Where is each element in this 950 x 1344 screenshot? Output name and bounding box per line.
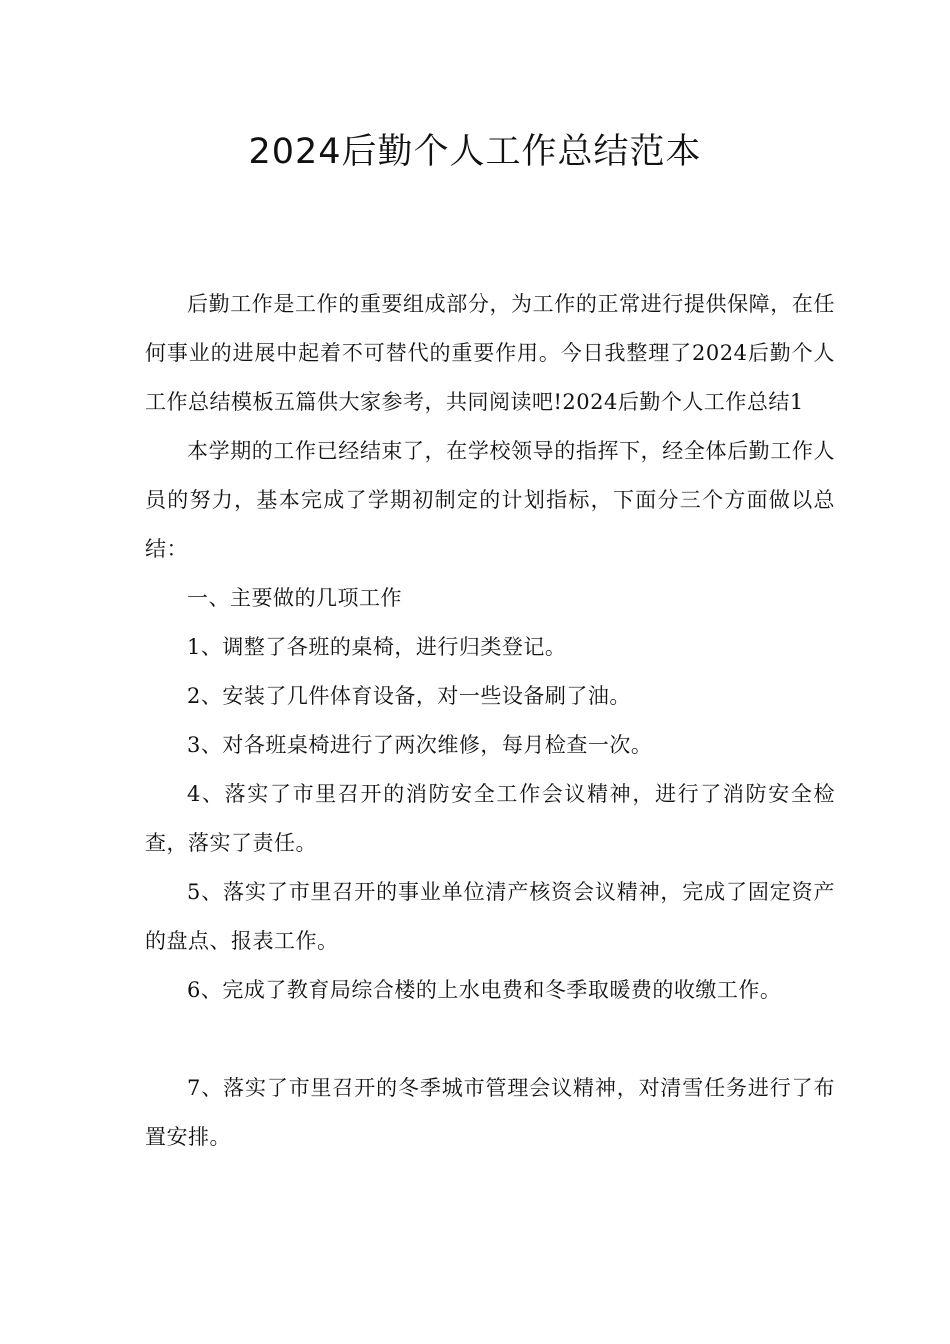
list-item-5: 5、落实了市里召开的事业单位清产核资会议精神，完成了固定资产的盘点、报表工作。 <box>145 880 835 953</box>
list-item-6: 6、完成了教育局综合楼的上水电费和冬季取暖费的收缴工作。 <box>187 978 782 1002</box>
list-item-4: 4、落实了市里召开的消防安全工作会议精神，进行了消防安全检查，落实了责任。 <box>145 782 835 855</box>
paragraph-intro: 后勤工作是工作的重要组成部分，为工作的正常进行提供保障，在任何事业的进展中起着不可替代的重要作用。今日我整理了2024后勤个人工作总结模板五篇供大家参考，共同阅读吧!2024后勤个人工作总结1 <box>145 292 835 414</box>
document-body <box>145 280 835 1162</box>
section-heading-main-work: 一、主要做的几项工作 <box>187 586 402 610</box>
list-item-3: 3、对各班桌椅进行了两次维修，每月检查一次。 <box>187 733 653 757</box>
document-title: 2024后勤个人工作总结范本 <box>248 132 702 172</box>
paragraph-gap <box>145 1015 835 1064</box>
list-item-1: 1、调整了各班的桌椅，进行归类登记。 <box>187 635 567 659</box>
paragraph-semester-summary: 本学期的工作已经结束了，在学校领导的指挥下，经全体后勤工作人员的努力，基本完成了学期初制定的计划指标，下面分三个方面做以总结： <box>145 439 835 561</box>
list-item-7: 7、落实了市里召开的冬季城市管理会议精神，对清雪任务进行了布置安排。 <box>145 1076 835 1149</box>
list-item-2: 2、安装了几件体育设备，对一些设备刷了油。 <box>187 684 631 708</box>
